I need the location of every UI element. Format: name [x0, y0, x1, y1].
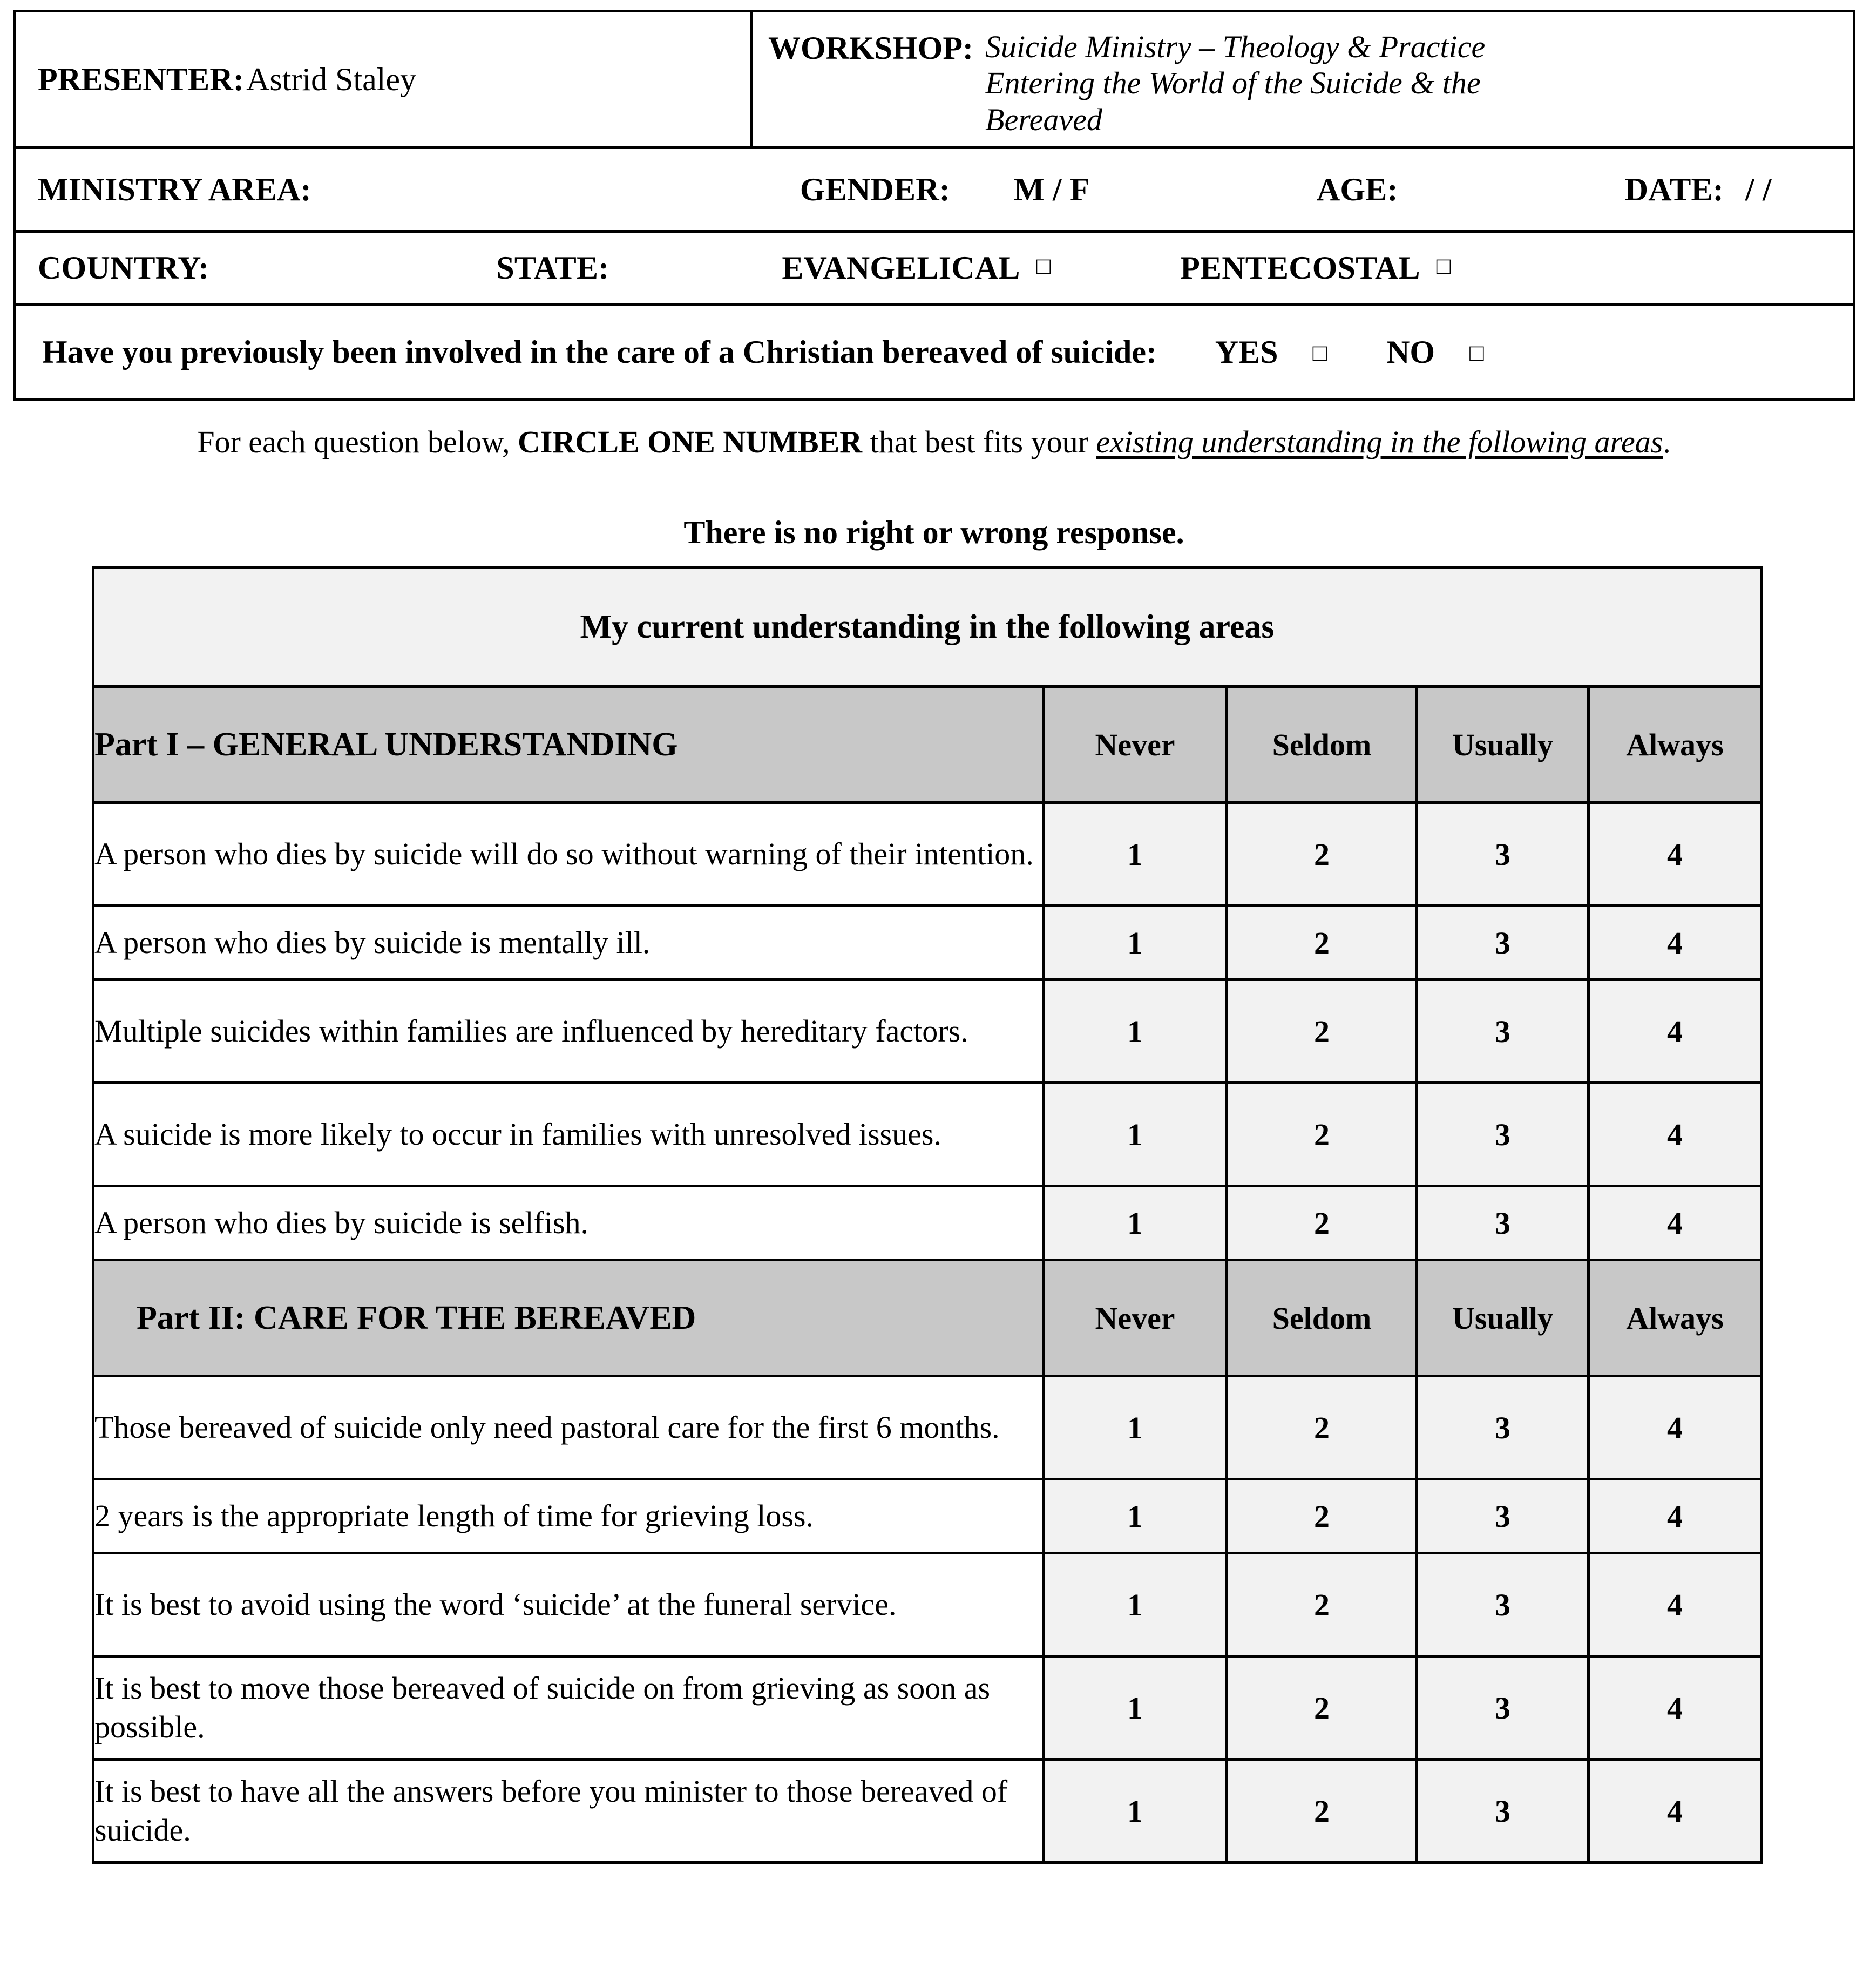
yes-label: YES: [1215, 334, 1278, 370]
rating-option-4[interactable]: 4: [1589, 803, 1761, 906]
ministry-gender-age-date-row: [15, 148, 1854, 232]
rating-option-1[interactable]: 1: [1044, 1376, 1227, 1479]
presenter-cell: [15, 11, 752, 148]
rating-option-3[interactable]: 3: [1417, 803, 1589, 906]
question-row: [93, 980, 1761, 1083]
rating-option-4[interactable]: 4: [1589, 980, 1761, 1083]
ministry-row-inner: [16, 171, 1853, 208]
question-row: [93, 906, 1761, 980]
workshop-title-line-1: Suicide Ministry – Theology & Practice: [985, 29, 1486, 65]
rating-option-1[interactable]: 1: [1044, 906, 1227, 980]
question-row: [93, 1553, 1761, 1656]
instructions-bold-emphasis: CIRCLE ONE NUMBER: [518, 424, 863, 459]
rating-option-4[interactable]: 4: [1589, 1376, 1761, 1479]
rating-option-4[interactable]: 4: [1589, 1186, 1761, 1260]
presenter-workshop-row: [15, 11, 1854, 148]
workshop-label: WORKSHOP:: [768, 30, 974, 66]
question-text: A person who dies by suicide is selfish.: [93, 1186, 1044, 1260]
workshop-title: [985, 29, 1485, 138]
survey-table-body: [93, 567, 1761, 1863]
instructions-part-1: For each question below,: [197, 424, 518, 459]
scale-header-always: Always: [1589, 687, 1761, 803]
question-text: Multiple suicides within families are influenced by hereditary factors.: [93, 980, 1044, 1083]
rating-option-3[interactable]: 3: [1417, 1479, 1589, 1553]
scale-header-usually: Usually: [1417, 1260, 1589, 1376]
question-row: [93, 1479, 1761, 1553]
evangelical-checkbox[interactable]: □: [1036, 252, 1051, 279]
rating-option-3[interactable]: 3: [1417, 1186, 1589, 1260]
rating-option-1[interactable]: 1: [1044, 1553, 1227, 1656]
previous-involvement-cell: [15, 305, 1854, 400]
rating-option-4[interactable]: 4: [1589, 1083, 1761, 1186]
rating-option-3[interactable]: 3: [1417, 1376, 1589, 1479]
date-slashes[interactable]: / /: [1745, 171, 1772, 207]
question-text: A person who dies by suicide is mentally ill.: [93, 906, 1044, 980]
question-row: [93, 1083, 1761, 1186]
workshop-cell: [752, 11, 1854, 148]
rating-option-4[interactable]: 4: [1589, 1479, 1761, 1553]
question-text: A person who dies by suicide will do so without warning of their intention.: [93, 803, 1044, 906]
rating-option-3[interactable]: 3: [1417, 1760, 1589, 1863]
country-row-inner: [16, 249, 1853, 287]
question-text: A suicide is more likely to occur in families with unresolved issues.: [93, 1083, 1044, 1186]
country-state-denomination-row: [15, 232, 1854, 305]
presenter-line: [16, 56, 750, 104]
section-header-row: [93, 687, 1761, 803]
rating-option-2[interactable]: 2: [1227, 1760, 1417, 1863]
state-label: STATE:: [496, 249, 609, 286]
ministry-area-label: MINISTRY AREA:: [38, 171, 311, 207]
question-text: Those bereaved of suicide only need pastoral care for the first 6 months.: [93, 1376, 1044, 1479]
section-title: Part I – GENERAL UNDERSTANDING: [93, 687, 1044, 803]
gender-label: GENDER:: [800, 171, 950, 207]
instructions-italic-underline: existing understanding in the following areas: [1096, 424, 1663, 459]
previous-involvement-inner: [16, 334, 1853, 371]
question-text: 2 years is the appropriate length of time for grieving loss.: [93, 1479, 1044, 1553]
scale-header-never: Never: [1044, 1260, 1227, 1376]
workshop-block: [753, 21, 1853, 138]
workshop-title-line-2: Entering the World of the Suicide & the: [985, 65, 1481, 101]
rating-option-2[interactable]: 2: [1227, 1376, 1417, 1479]
rating-option-2[interactable]: 2: [1227, 1186, 1417, 1260]
gender-options[interactable]: M / F: [1013, 171, 1090, 207]
survey-banner-row: [93, 567, 1761, 687]
instructions-part-2: that best fits your: [862, 424, 1096, 459]
rating-option-4[interactable]: 4: [1589, 1760, 1761, 1863]
rating-option-1[interactable]: 1: [1044, 1656, 1227, 1760]
question-row: [93, 803, 1761, 906]
rating-option-2[interactable]: 2: [1227, 1553, 1417, 1656]
rating-option-1[interactable]: 1: [1044, 1083, 1227, 1186]
date-label: DATE:: [1624, 171, 1724, 207]
rating-option-4[interactable]: 4: [1589, 1656, 1761, 1760]
rating-option-3[interactable]: 3: [1417, 980, 1589, 1083]
presenter-name: Astrid Staley: [246, 61, 417, 97]
rating-option-3[interactable]: 3: [1417, 1656, 1589, 1760]
scale-header-seldom: Seldom: [1227, 687, 1417, 803]
pentecostal-label: PENTECOSTAL: [1180, 249, 1420, 286]
survey-banner: My current understanding in the following areas: [93, 567, 1761, 687]
rating-option-1[interactable]: 1: [1044, 1760, 1227, 1863]
country-label: COUNTRY:: [38, 249, 209, 286]
rating-option-2[interactable]: 2: [1227, 980, 1417, 1083]
rating-option-2[interactable]: 2: [1227, 1656, 1417, 1760]
survey-table: [92, 566, 1763, 1864]
age-label: AGE:: [1316, 171, 1398, 207]
section-title: Part II: CARE FOR THE BEREAVED: [93, 1260, 1044, 1376]
yes-checkbox[interactable]: □: [1312, 339, 1327, 366]
scale-header-always: Always: [1589, 1260, 1761, 1376]
rating-option-3[interactable]: 3: [1417, 1553, 1589, 1656]
question-row: [93, 1376, 1761, 1479]
rating-option-2[interactable]: 2: [1227, 1083, 1417, 1186]
evangelical-label: EVANGELICAL: [782, 249, 1020, 286]
scale-header-seldom: Seldom: [1227, 1260, 1417, 1376]
rating-option-2[interactable]: 2: [1227, 1479, 1417, 1553]
presenter-label: PRESENTER:: [38, 61, 245, 97]
country-row-cell: [15, 232, 1854, 305]
question-text: It is best to move those bereaved of suicide on from grieving as soon as possible.: [93, 1656, 1044, 1760]
rating-option-3[interactable]: 3: [1417, 906, 1589, 980]
no-right-or-wrong-note: There is no right or wrong response.: [683, 515, 1184, 550]
instructions-part-3: .: [1663, 424, 1671, 459]
ministry-row-cell: [15, 148, 1854, 232]
section-header-row: [93, 1260, 1761, 1376]
rating-option-2[interactable]: 2: [1227, 803, 1417, 906]
scale-header-usually: Usually: [1417, 687, 1589, 803]
rating-option-4[interactable]: 4: [1589, 1553, 1761, 1656]
pentecostal-checkbox[interactable]: □: [1436, 252, 1451, 279]
rating-option-1[interactable]: 1: [1044, 1479, 1227, 1553]
rating-option-1[interactable]: 1: [1044, 803, 1227, 906]
instructions-text: [135, 422, 1733, 462]
question-text: It is best to avoid using the word ‘suicide’ at the funeral service.: [93, 1553, 1044, 1656]
participant-info-table: [13, 10, 1855, 401]
rating-option-1[interactable]: 1: [1044, 1186, 1227, 1260]
rating-option-4[interactable]: 4: [1589, 906, 1761, 980]
previous-involvement-question: Have you previously been involved in the care of a Christian bereaved of suicide:: [42, 334, 1157, 370]
question-text: It is best to have all the answers before you minister to those bereaved of suicide.: [93, 1760, 1044, 1863]
rating-option-3[interactable]: 3: [1417, 1083, 1589, 1186]
rating-option-2[interactable]: 2: [1227, 906, 1417, 980]
previous-involvement-row: [15, 305, 1854, 400]
no-checkbox[interactable]: □: [1469, 339, 1484, 366]
question-row: [93, 1656, 1761, 1760]
question-row: [93, 1186, 1761, 1260]
rating-option-1[interactable]: 1: [1044, 980, 1227, 1083]
no-label: NO: [1386, 334, 1435, 370]
workshop-title-line-3: Bereaved: [985, 102, 1102, 137]
question-row: [93, 1760, 1761, 1863]
scale-header-never: Never: [1044, 687, 1227, 803]
